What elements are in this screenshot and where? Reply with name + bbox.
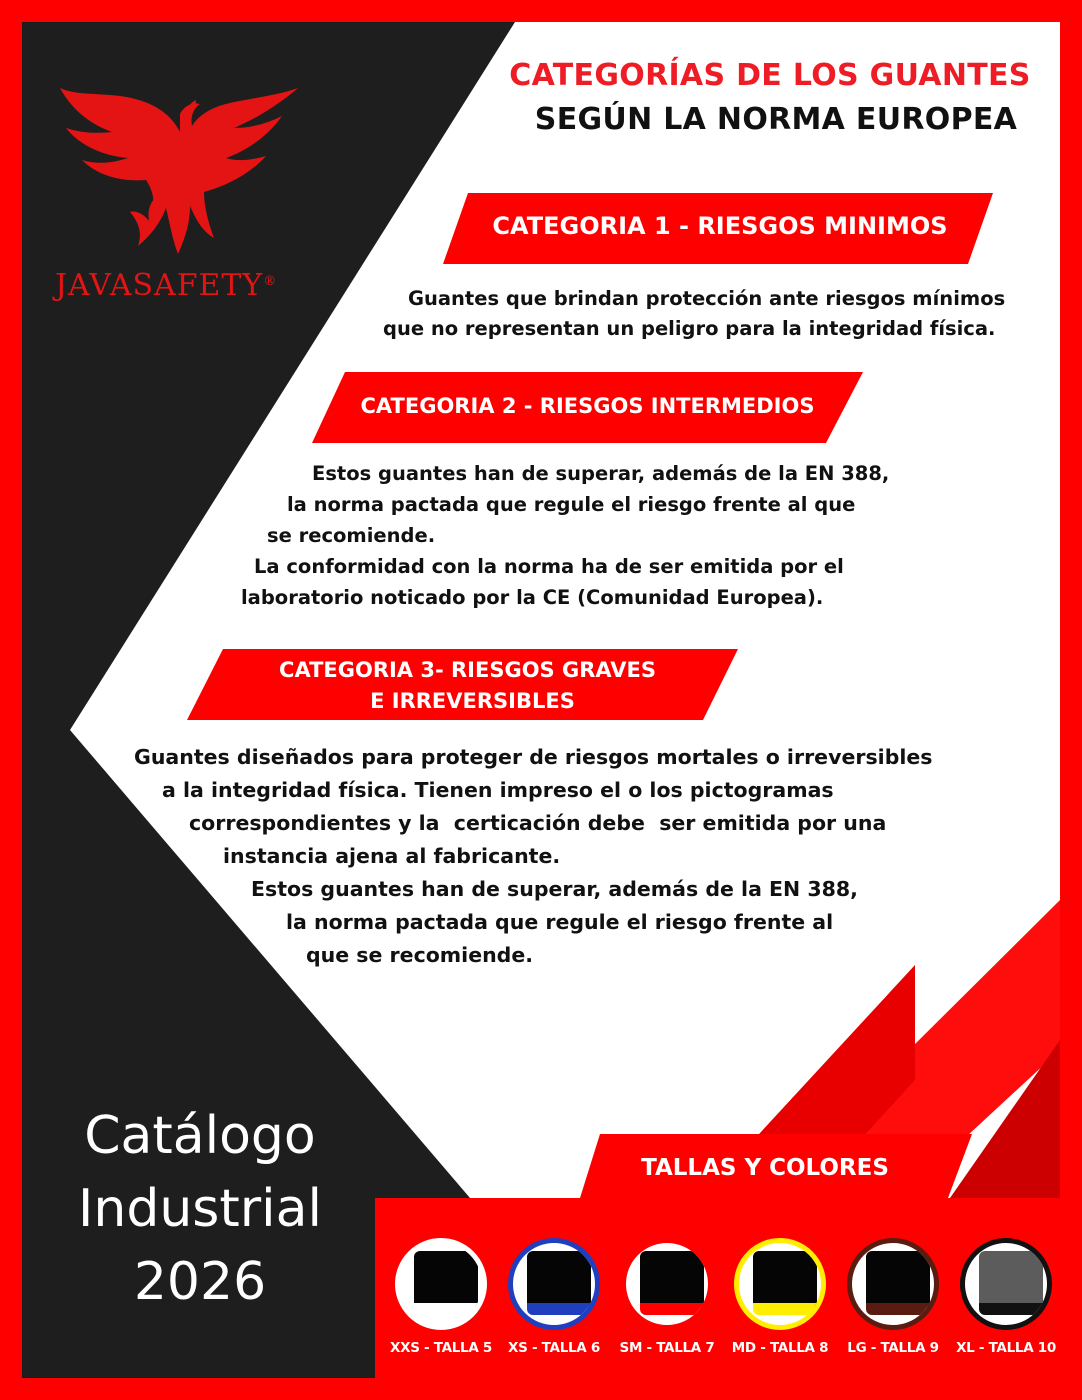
catalog-line-2: Industrial — [78, 1179, 322, 1239]
glove-swatch-grey — [960, 1238, 1052, 1330]
size-label: XL - TALLA 10 — [956, 1340, 1056, 1356]
size-item-md — [724, 1238, 836, 1373]
glove-icon — [640, 1251, 704, 1307]
glove-icon — [979, 1251, 1043, 1307]
glove-swatch-yellow — [734, 1238, 826, 1330]
cuff-color — [527, 1303, 591, 1315]
category-3-line-6: la norma pactada que regule el riesgo frente al — [286, 910, 834, 934]
cuff-color — [753, 1303, 817, 1315]
brand-name-text: JAVASAFETY — [55, 268, 264, 303]
brand-name — [55, 268, 315, 303]
catalog-line-3: 2026 — [133, 1252, 267, 1312]
category-2-line-3: se recomiende. — [267, 524, 436, 547]
category-3-title-line-1: CATEGORIA 3- RIESGOS GRAVES — [279, 658, 656, 682]
catalog-line-1: Catálogo — [84, 1106, 316, 1166]
category-1-line-2: que no representan un peligro para la integridad física. — [383, 317, 996, 340]
glove-icon — [753, 1251, 817, 1307]
size-label: SM - TALLA 7 — [619, 1340, 715, 1356]
category-3-line-1: Guantes diseñados para proteger de riesgos mortales o irreversibles — [134, 745, 933, 769]
glove-icon — [527, 1251, 591, 1307]
size-item-xl — [950, 1238, 1062, 1373]
glove-icon — [866, 1251, 930, 1307]
glove-swatch-brown — [847, 1238, 939, 1330]
category-3-title-line-2: E IRREVERSIBLES — [370, 689, 575, 713]
category-2-line-4: La conformidad con la norma ha de ser emitida por el — [254, 555, 844, 578]
category-3-line-4: instancia ajena al fabricante. — [223, 844, 561, 868]
category-2-line-2: la norma pactada que regule el riesgo frente al que — [287, 493, 856, 516]
size-item-xs — [498, 1238, 610, 1373]
category-2-title: CATEGORIA 2 - RIESGOS INTERMEDIOS — [360, 394, 815, 418]
glove-swatch-red — [621, 1238, 713, 1330]
cuff-color — [414, 1303, 478, 1315]
registered-mark: ® — [263, 274, 278, 289]
glove-swatch-blue — [508, 1238, 600, 1330]
size-label: XXS - TALLA 5 — [390, 1340, 492, 1356]
size-label: LG - TALLA 9 — [847, 1340, 939, 1356]
category-1-title: CATEGORIA 1 - RIESGOS MINIMOS — [492, 212, 948, 240]
category-3-line-5: Estos guantes han de superar, además de la EN 388, — [251, 877, 858, 901]
size-item-sm — [611, 1238, 723, 1373]
cuff-color — [640, 1303, 704, 1315]
page-title: CATEGORÍAS DE LOS GUANTES — [509, 58, 1031, 93]
category-3-line-3: correspondientes y la certicación debe ser emitida por una — [189, 811, 887, 835]
size-item-xxs — [385, 1238, 497, 1373]
size-label: MD - TALLA 8 — [731, 1340, 829, 1356]
sizes-list — [385, 1238, 1065, 1373]
page-subtitle: SEGÚN LA NORMA EUROPEA — [534, 102, 1018, 137]
catalog-title — [40, 1100, 360, 1319]
glove-icon — [414, 1251, 478, 1307]
category-2-line-1: Estos guantes han de superar, además de la EN 388, — [312, 462, 890, 485]
category-3-line-7: que se recomiende. — [306, 943, 534, 967]
cuff-color — [979, 1303, 1043, 1315]
cuff-color — [866, 1303, 930, 1315]
category-1-line-1: Guantes que brindan protección ante riesgos mínimos — [408, 287, 1006, 310]
size-item-lg — [837, 1238, 949, 1373]
category-3-line-2: a la integridad física. Tienen impreso el o los pictogramas — [162, 778, 834, 802]
sizes-title: TALLAS Y COLORES — [641, 1155, 889, 1181]
category-2-line-5: laboratorio noticado por la CE (Comunidad Europea). — [241, 586, 824, 609]
size-label: XS - TALLA 6 — [508, 1340, 600, 1356]
glove-swatch-white — [395, 1238, 487, 1330]
